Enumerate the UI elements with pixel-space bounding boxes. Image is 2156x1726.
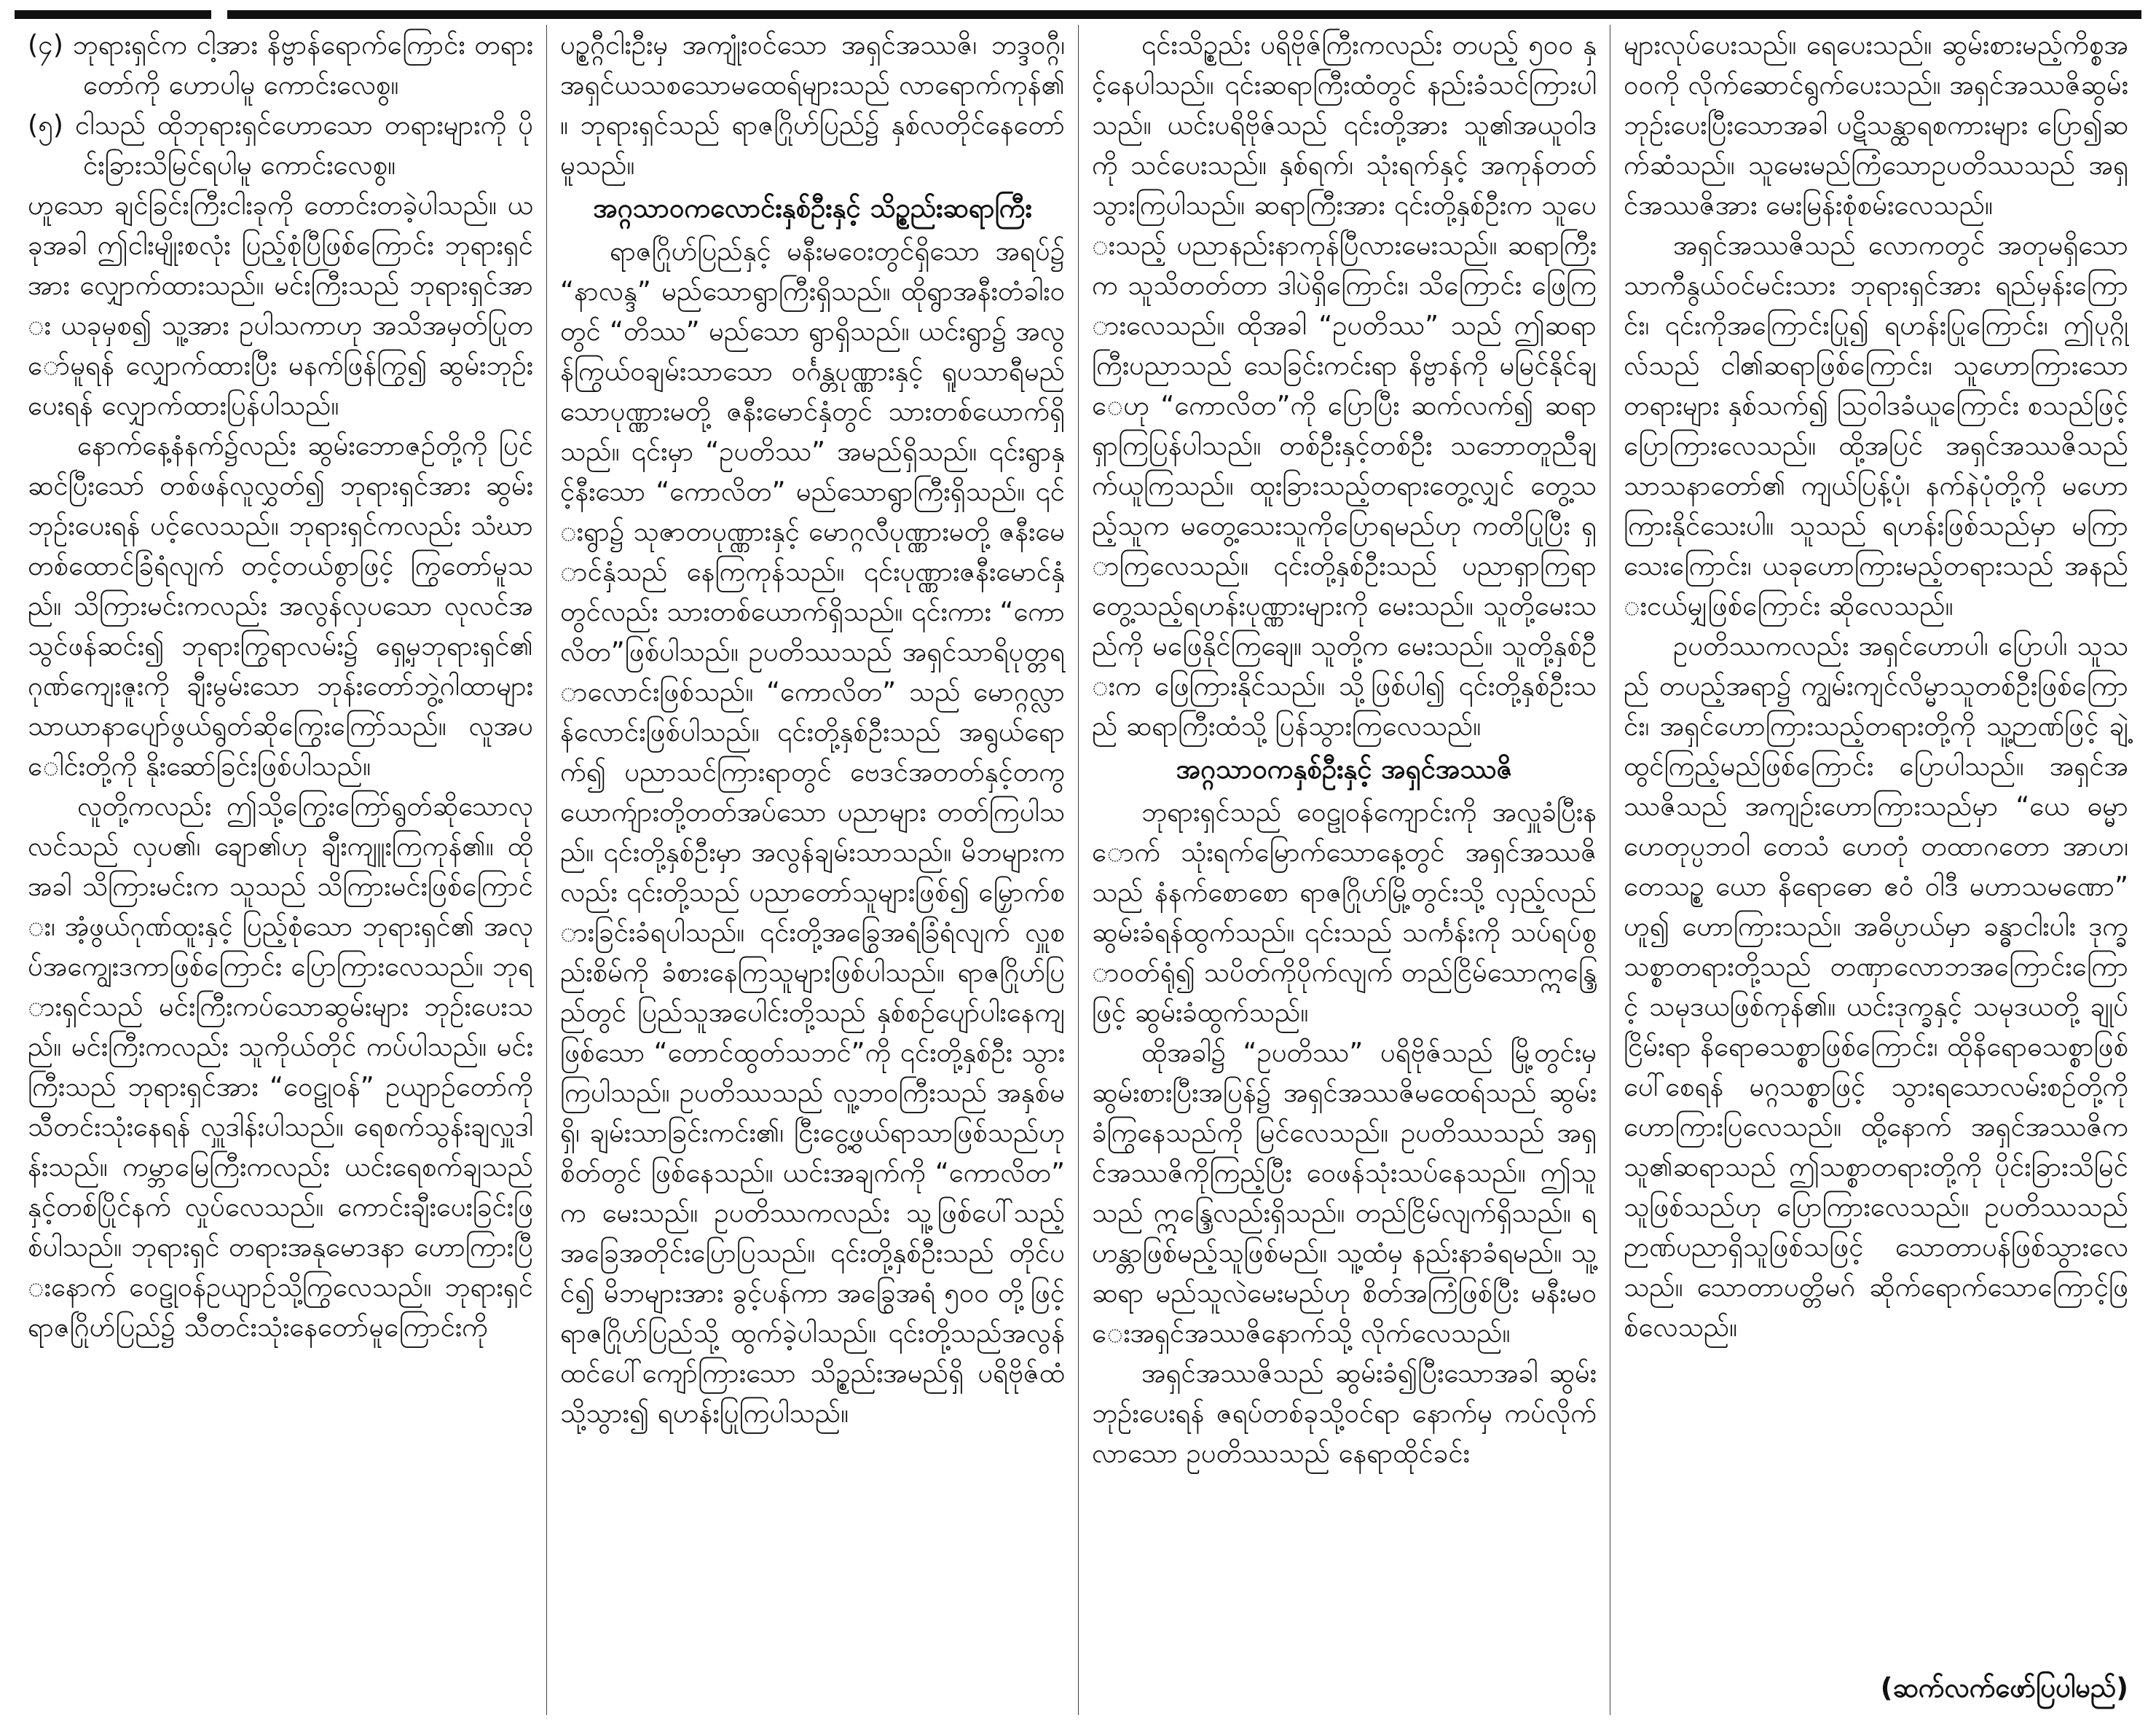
text-column-1 <box>15 25 546 1715</box>
section-heading: အဂ္ဂသာဝကနှစ်ဦးနှင့် အရှင်အဿဇိ <box>1176 753 1513 785</box>
numbered-paragraph: (၅) ငါသည် ထိုဘုရားရှင်ဟောသော တရားများကို ပိုင်းခြားသိမြင်ရပါမူ ကောင်းလေစွ။ <box>28 109 533 181</box>
section-heading: အဂ္ဂသာဝကလောင်းနှစ်ဦးနှင့် သိဉ္စည်းဆရာကြီး <box>593 192 1032 224</box>
paragraph: အရှင်အဿဇိသည် ဆွမ်းခံ၍ပြီးသောအခါ ဆွမ်းဘုဉ်းပေးရန် ဇရပ်တစ်ခုသို့ဝင်ရာ နောက်မှ ကပ်လိုက်လာသော ဥပတိဿသည် နေရာထိုင်ခင်း <box>1092 1357 1597 1469</box>
paragraph: ထိုအခါ၌ “ဥပတိဿ” ပရိဗိုဇ်သည် မြို့တွင်းမှ ဆွမ်းစားပြီးအပြန်၌ အရှင်အဿဇိမထေရ်သည် ဆွမ်းခံကြွနေသည်ကို မြင်လေသည်။ ဥပတိဿသည် အရှင်အဿဇိကိုကြည့်ပြီး ဝေဖန်သုံးသပ်နေသည်။ ဤသူသည် ဣန္ဒြေလည်းရှိသည်။ တည်ငြိမ်လျက်ရှိသည်။ ရဟန္တာဖြစ်မည့်သူဖြစ်မည်။ သူ့ထံမှ နည်းနာခံရမည်။ သူ့ဆရာ မည်သူလဲမေးမည်ဟု စိတ်အကြံဖြစ်ပြီး မနီးမဝေးအရှင်အဿဇိနောက်သို့ လိုက်လေသည်။ <box>1092 1037 1597 1349</box>
paragraph: ဟူသော ချင်ခြင်းကြီးငါးခုကို တောင်းတခဲ့ပါသည်။ ယခုအခါ ဤငါးမျိုးစလုံး ပြည့်စုံပြီဖြစ်ကြောင်း ဘုရားရှင်အား လျှောက်ထားသည်။ မင်းကြီးသည် ဘုရားရှင်အား ယခုမှစ၍ သူ့အား ဥပါသကာဟု အသိအမှတ်ပြုတော်မူရန် လျှောက်ထားပြီး မနက်ဖြန်ကြွ၍ ဆွမ်းဘုဉ်းပေးရန် လျှောက်ထားပြန်ပါသည်။ <box>28 189 533 421</box>
paragraph: များလုပ်ပေးသည်။ ရေပေးသည်။ ဆွမ်းစားမည့်ကိစ္စအဝဝကို လိုက်ဆောင်ရွက်ပေးသည်။ အရှင်အဿဇိဆွမ်းဘုဉ်းပေးပြီးသောအခါ ပဋိသန္ထာရစကားများ ပြော၍ဆက်ဆံသည်။ သူမေးမည်ကြံသောဥပတိဿသည် အရှင်အဿဇိအား မေးမြန်းစုံစမ်းလေသည်။ <box>1624 29 2128 221</box>
paragraph: ရာဇဂြိုဟ်ပြည်နှင့် မနီးမဝေးတွင်ရှိသော အရပ်၌ “နာလန္ဒ” မည်သောရွာကြီးရှိသည်။ ထိုရွာအနီးတံခါးဝတွင် “တိဿ” မည်သော ရွာရှိသည်။ ယင်းရွာ၌ အလွန်ကြွယ်ဝချမ်းသာသော ဝင်္ဂန္တပုဏ္ဏားနှင့် ရူပသာရီမည်သောပုဏ္ဏားမတို့ ဇနီးမောင်နှံတွင် သားတစ်ယောက်ရှိသည်။ ၎င်းမှာ “ဥပတိဿ” အမည်ရှိသည်။ ၎င်းရွာနှင့်နီးသော “ကောလိတ” မည်သောရွာကြီးရှိသည်။ ၎င်းရွာ၌ သုဇာတပုဏ္ဏားနှင့် မောဂ္ဂလီပုဏ္ဏားမတို့ ဇနီးမောင်နှံသည် နေကြကုန်သည်။ ၎င်းပုဏ္ဏားဇနီးမောင်နှံတွင်လည်း သားတစ်ယောက်ရှိသည်။ ၎င်းကား “ကောလိတ”ဖြစ်ပါသည်။ ဥပတိဿသည် အရှင်သာရိပုတ္တရာလောင်းဖြစ်သည်။ “ကောလိတ” သည် မောဂ္ဂလ္လာန်လောင်းဖြစ်ပါသည်။ ၎င်းတို့နှစ်ဦးသည် အရွယ်ရောက်၍ ပညာသင်ကြားရာတွင် ဗေဒင်အတတ်နှင့်တကွ ယောက်ျားတို့တတ်အပ်သော ပညာများ တတ်ကြပါသည်။ ၎င်းတို့နှစ်ဦးမှာ အလွန်ချမ်းသာသည်။ မိဘများကလည်း ၎င်းတို့သည် ပညာတော်သူများဖြစ်၍ မြှောက်စားခြင်းခံရပါသည်။ ၎င်းတို့အခြွေအရံခြံရံလျက် လှူစည်းစိမ်ကို ခံစားနေကြသူများဖြစ်ပါသည်။ ရာဇဂြိုဟ်ပြည်တွင် ပြည်သူအပေါင်းတို့သည် နှစ်စဉ်ပျော်ပါးနေကျဖြစ်သော “တောင်ထွတ်သဘင်”ကို ၎င်းတို့နှစ်ဦး သွားကြပါသည်။ ဥပတိဿသည် လူ့ဘဝကြီးသည် အနှစ်မရှိ၊ ချမ်းသာခြင်းကင်း၏၊ ငြီးငွေ့ဖွယ်ရာသာဖြစ်သည်ဟု စိတ်တွင် ဖြစ်နေသည်။ ယင်းအချက်ကို “ကောလိတ” က မေးသည်။ ဥပတိဿကလည်း သူ့ဖြစ်ပေါ်သည့် အခြေအတိုင်းပြောပြသည်။ ၎င်းတို့နှစ်ဦးသည် တိုင်ပင်၍ မိဘများအား ခွင့်ပန်ကာ အခြွေအရံ ၅၀၀ တို့ဖြင့် ရာဇဂြိုဟ်ပြည်သို့ ထွက်ခဲ့ပါသည်။ ၎င်းတို့သည်အလွန်ထင်ပေါ်ကျော်ကြားသော သိဉ္စည်းအမည်ရှိ ပရိဗိုဇ်ထံသို့သွား၍ ရဟန်းပြုကြပါသည်။ <box>560 235 1065 1429</box>
paragraph: အရှင်အဿဇိသည် လောကတွင် အတုမရှိသော သာကီနွယ်ဝင်မင်းသား ဘုရားရှင်အား ရည်မှန်းကြောင်း၊ ၎င်းကိုအကြောင်းပြု၍ ရဟန်းပြုကြောင်း၊ ဤပုဂ္ဂိုလ်သည် ငါ၏ဆရာဖြစ်ကြောင်း၊ သူဟောကြားသောတရားများ နှစ်သက်၍ ဩဝါဒခံယူကြောင်း စသည်ဖြင့် ပြောကြားလေသည်။ ထို့အပြင် အရှင်အဿဇိသည် သာသနာတော်၏ ကျယ်ပြန့်ပုံ၊ နက်နဲပုံတို့ကို မဟောကြားနိုင်သေးပါ။ သူသည် ရဟန်းဖြစ်သည်မှာ မကြာသေးကြောင်း၊ ယခုဟောကြားမည့်တရားသည် အနည်းငယ်မျှဖြစ်ကြောင်း ဆိုလေသည်။ <box>1624 230 2128 621</box>
paragraph: ပဥ္စဂ္ဂီငါးဦးမှ အကျုံးဝင်သော အရှင်အဿဇိ၊ ဘဒ္ဒဝဂ္ဂီ၊ အရှင်ယသစသောမထေရ်များသည် လာရောက်ကုန်၏။ ဘုရားရှင်သည် ရာဇဂြိုဟ်ပြည်၌ နှစ်လတိုင်နေတော်မူသည်။ <box>560 29 1065 181</box>
text-column-4 <box>1610 25 2141 1715</box>
article-page <box>15 25 2141 1715</box>
paragraph: နောက်နေ့နံနက်၌လည်း ဆွမ်းဘောဇဉ်တို့ကို ပြင်ဆင်ပြီးသော် တစ်ဖန်လူလွှတ်၍ ဘုရားရှင်အား ဆွမ်းဘုဉ်းပေးရန် ပင့်လေသည်။ ဘုရားရှင်ကလည်း သံဃာတစ်ထောင်ခြံရံလျက် တင့်တယ်စွာဖြင့် ကြွတော်မူသည်။ သိကြားမင်းကလည်း အလွန်လှပသော လုလင်အသွင်ဖန်ဆင်း၍ ဘုရားကြွရာလမ်း၌ ရှေ့မှဘုရားရှင်၏ ဂုဏ်ကျေးဇူးကို ချီးမွမ်းသော ဘုန်းတော်ဘွဲ့ဂါထာများ သာယာနာပျော်ဖွယ်ရွတ်ဆိုကြွေးကြော်သည်။ လူအပေါင်းတို့ကို နိုးဆော်ခြင်းဖြစ်ပါသည်။ <box>28 430 533 782</box>
paragraph: ၎င်းသိဉ္စည်း ပရိဗိုဇ်ကြီးကလည်း တပည့် ၅၀၀ နှင့်နေပါသည်။ ၎င်းဆရာကြီးထံတွင် နည်းခံသင်ကြားပါသည်။ ယင်းပရိဗိုဇ်သည် ၎င်းတို့အား သူ၏အယူဝါဒကို သင်ပေးသည်။ နှစ်ရက်၊ သုံးရက်နှင့် အကုန်တတ်သွားကြပါသည်။ ဆရာကြီးအား ၎င်းတို့နှစ်ဦးက သူပေးသည့် ပညာနည်းနာကုန်ပြီလားမေးသည်။ ဆရာကြီးက သူသိတတ်တာ ဒါပဲရှိကြောင်း၊ သိကြောင်း ဖြေကြားလေသည်။ ထိုအခါ “ဥပတိဿ” သည် ဤဆရာကြီးပညာသည် သေခြင်းကင်းရာ နိဗ္ဗာန်ကို မမြင်နိုင်ချေဟု “ကောလိတ”ကို ပြောပြီး ဆက်လက်၍ ဆရာရှာကြပြန်ပါသည်။ တစ်ဦးနှင့်တစ်ဦး သဘောတူညီချက်ယူကြသည်။ ထူးခြားသည့်တရားတွေ့လျှင် တွေ့သည့်သူက မတွေ့သေးသူကိုပြောရမည်ဟု ကတိပြုပြီး ရှာကြလေသည်။ ၎င်းတို့နှစ်ဦးသည် ပညာရှာကြရာ တွေ့သည့်ရဟန်းပုဏ္ဏားများကို မေးသည်။ သူတို့မေးသည်ကို မဖြေနိုင်ကြချေ။ သူတို့က မေးသည်။ သူတို့နှစ်ဦးက ဖြေကြားနိုင်သည်။ သို့ဖြစ်ပါ၍ ၎င်းတို့နှစ်ဦးသည် ဆရာကြီးထံသို့ ပြန်သွားကြလေသည်။ <box>1092 29 1597 742</box>
top-rule-right <box>227 10 2141 19</box>
numbered-paragraph: (၄) ဘုရားရှင်က ငါ့အား နိဗ္ဗာန်ရောက်ကြောင်း တရားတော်ကို ဟောပါမူ ကောင်းလေစွ။ <box>28 29 533 101</box>
text-column-2 <box>546 25 1078 1715</box>
paragraph: ဥပတိဿကလည်း အရှင်ဟောပါ၊ ပြောပါ၊ သူသည် တပည့်အရာ၌ ကျွမ်းကျင်လိမ္မာသူတစ်ဦးဖြစ်ကြောင်း၊ အရှင်ဟောကြားသည့်တရားတို့ကို သူ့ဉာဏ်ဖြင့် ချဲ့ထွင်ကြည့်မည်ဖြစ်ကြောင်း ပြောပါသည်။ အရှင်အဿဇိသည် အကျဉ်းဟောကြားသည်မှာ “ယေ ဓမ္မာ ဟေတုပ္ပဘဝါ တေသံ ဟေတုံ တထာဂတော အာဟ၊ တေသဉ္စ ယော နိရောဓော ဧဝံ ဝါဒီ မဟာသမဏော” ဟူ၍ ဟောကြားသည်။ အဓိပ္ပာယ်မှာ ခန္ဓာငါးပါး ဒုက္ခသစ္စာတရားတို့သည် တဏှာလောဘအကြောင်းကြောင့် သမုဒယဖြစ်ကုန်၏။ ယင်းဒုက္ခနှင့် သမုဒယတို့ ချုပ်ငြိမ်းရာ နိရောဓသစ္စာဖြစ်ကြောင်း၊ ထိုနိရောဓသစ္စာဖြစ်ပေါ်စေရန် မဂ္ဂသစ္စာဖြင့် သွားရသောလမ်းစဉ်တို့ကို ဟောကြားပြလေသည်။ ထို့နောက် အရှင်အဿဇိက သူ၏ဆရာသည် ဤသစ္စာတရားတို့ကို ပိုင်းခြားသိမြင်သူဖြစ်သည်ဟု ပြောကြားလေသည်။ ဥပတိဿသည် ဉာဏ်ပညာရှိသူဖြစ်သဖြင့် သောတာပန်ဖြစ်သွားလေသည်။ သောတာပတ္တိမဂ် ဆိုက်ရောက်သောကြောင့်ဖြစ်လေသည်။ <box>1624 630 2128 1343</box>
top-rule-left <box>15 10 211 19</box>
text-column-3 <box>1078 25 1610 1715</box>
paragraph: လူတို့ကလည်း ဤသို့ကြွေးကြော်ရွတ်ဆိုသောလုလင်သည် လှပ၏၊ ချော၏ဟု ချီးကျူးကြကုန်၏။ ထိုအခါ သိကြားမင်းက သူသည် သိကြားမင်းဖြစ်ကြောင်း၊ အံ့ဖွယ်ဂုဏ်ထူးနှင့် ပြည့်စုံသော ဘုရားရှင်၏ အလုပ်အကျွေးဒကာဖြစ်ကြောင်း ပြောကြားလေသည်။ ဘုရားရှင်သည် မင်းကြီးကပ်သောဆွမ်းများ ဘုဉ်းပေးသည်။ မင်းကြီးကလည်း သူကိုယ်တိုင် ကပ်ပါသည်။ မင်းကြီးသည် ဘုရားရှင်အား “ဝေဠုဝန်” ဥယျာဉ်တော်ကို သီတင်းသုံးနေရန် လှူဒါန်းပါသည်။ ရေစက်သွန်းချလှူဒါန်းသည်။ ကမ္ဘာမြေကြီးကလည်း ယင်းရေစက်ချသည်နှင့်တစ်ပြိုင်နက် လှုပ်လေသည်။ ကောင်းချီးပေးခြင်းဖြစ်ပါသည်။ ဘုရားရှင် တရားအနုမောဒနာ ဟောကြားပြီးနောက် ဝေဠုဝန်ဥယျာဉ်သို့ကြွလေသည်။ ဘုရားရှင် ရာဇဂြိုဟ်ပြည်၌ သီတင်းသုံးနေတော်မူကြောင်းကို <box>28 791 533 1343</box>
paragraph: ဘုရားရှင်သည် ဝေဠုဝန်ကျောင်းကို အလှူခံပြီးနောက် သုံးရက်မြောက်သောနေ့တွင် အရှင်အဿဇိသည် နံနက်စောစော ရာဇဂြိုဟ်မြို့တွင်းသို့ လှည့်လည်ဆွမ်းခံရန်ထွက်သည်။ ၎င်းသည် သင်္ကန်းကို သပ်ရပ်စွာဝတ်ရုံ၍ သပိတ်ကိုပိုက်လျက် တည်ငြိမ်သောဣန္ဒြေဖြင့် ဆွမ်းခံထွက်သည်။ <box>1092 796 1597 1028</box>
continued-note: (ဆက်လက်ဖော်ပြပါမည်) <box>1880 1672 2128 1703</box>
